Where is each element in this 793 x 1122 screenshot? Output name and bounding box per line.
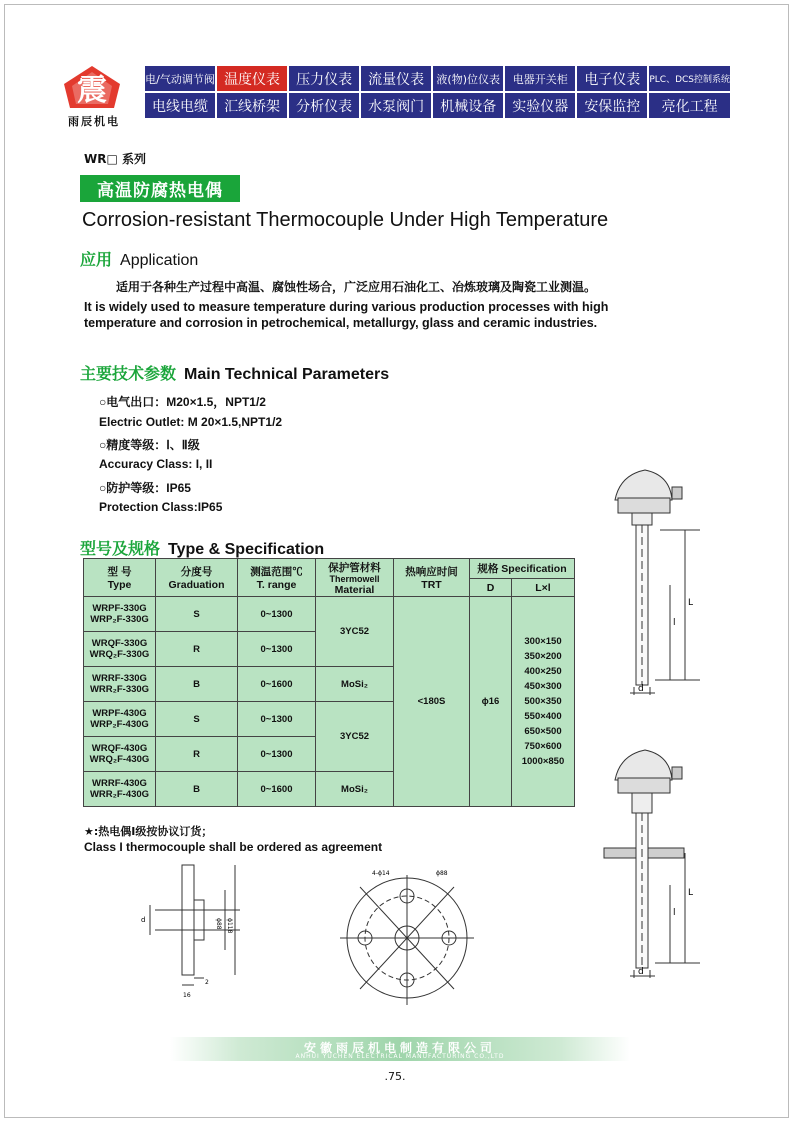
table-row-range: 0~1300 — [238, 737, 316, 772]
d-cell: ɸ16 — [470, 597, 512, 807]
application-heading — [80, 247, 198, 270]
nav-item-flow[interactable]: 流量仪表 — [361, 66, 431, 91]
svg-text:L: L — [688, 598, 694, 608]
lxl-value: 550×400 — [524, 711, 562, 722]
table-row-grad: S — [156, 702, 238, 737]
flange-front-drawing — [340, 865, 480, 1015]
application-heading-cn: 应用 — [80, 252, 113, 269]
application-text-en-2: temperature and corrosion in petrochemical, metallurgy, glass and ceramic industries. — [84, 316, 598, 330]
param-accuracy-en: Accuracy Class: I, II — [99, 457, 213, 471]
thermocouple-drawing-2 — [600, 745, 710, 985]
material-cell-b: MoSi₂ — [316, 667, 394, 702]
type-spec-heading — [80, 536, 324, 559]
trt-cell: <180S — [394, 597, 470, 807]
company-logo — [62, 64, 122, 110]
param-protection-en: Protection Class:IP65 — [99, 500, 223, 514]
flange-side-drawing — [135, 860, 255, 1000]
nav-item-machinery[interactable]: 机械设备 — [433, 93, 503, 118]
type-spec-heading-cn: 型号及规格 — [80, 541, 161, 558]
param-outlet-en: Electric Outlet: M 20×1.5,NPT1/2 — [99, 415, 283, 429]
param-outlet-cn: ○电气出口：M20×1.5，NPT1/2 — [99, 395, 266, 409]
table-row-grad: R — [156, 632, 238, 667]
note-en: Class I thermocouple shall be ordered as agreement — [84, 840, 383, 854]
table-row-type: WRPF-430G WRP₂F-430G — [84, 702, 156, 737]
header-type: 型 号 Type — [84, 559, 156, 597]
parameters-heading-cn: 主要技术参数 — [80, 366, 177, 383]
svg-text:d: d — [141, 916, 146, 924]
series-label: WR□ 系列 — [84, 152, 146, 166]
application-text-en-1: It is widely used to measure temperature during various production processes with high — [84, 300, 609, 314]
category-nav — [145, 66, 730, 118]
footer-company-en: ANHUI YUCHEN ELECTRICAL MANUFACTURING CO.,LTD — [295, 1053, 505, 1060]
title-en: Corrosion-resistant Thermocouple Under High Temperature — [82, 209, 609, 231]
svg-text:d: d — [638, 967, 644, 977]
svg-text:4-ɸ14: 4-ɸ14 — [372, 870, 390, 877]
nav-item-pumps[interactable]: 水泵阀门 — [361, 93, 431, 118]
header-range: 测温范围℃ T. range — [238, 559, 316, 597]
lxl-cell — [512, 597, 575, 807]
nav-item-switchgear[interactable]: 电器开关柜 — [505, 66, 575, 91]
nav-item-valves[interactable]: 电/气动调节阀 — [145, 66, 215, 91]
nav-item-plc-dcs[interactable]: PLC、DCS控制系统 — [649, 66, 730, 91]
table-row-grad: B — [156, 667, 238, 702]
title-cn: 高温防腐热电偶 — [80, 175, 240, 202]
header-d: D — [470, 579, 512, 597]
svg-text:l: l — [673, 618, 676, 628]
spec-table — [83, 558, 575, 807]
svg-text:16: 16 — [183, 992, 191, 999]
lxl-value: 350×200 — [524, 651, 562, 662]
table-row-type: WRPF-330G WRP₂F-330G — [84, 597, 156, 632]
param-accuracy-cn: ○精度等级：Ⅰ、Ⅱ级 — [99, 438, 200, 452]
nav-item-electronic[interactable]: 电子仪表 — [577, 66, 647, 91]
nav-item-cables[interactable]: 电线电缆 — [145, 93, 215, 118]
svg-text:ɸ118: ɸ118 — [226, 918, 233, 934]
table-row-range: 0~1300 — [238, 632, 316, 667]
header-lxl: L×l — [512, 579, 575, 597]
svg-text:d: d — [638, 684, 644, 694]
nav-item-temperature[interactable]: 温度仪表 — [217, 66, 287, 91]
parameters-heading — [80, 361, 389, 384]
table-row-type: WRQF-330G WRQ₂F-330G — [84, 632, 156, 667]
lxl-value: 400×250 — [524, 666, 562, 677]
nav-item-analysis[interactable]: 分析仪表 — [289, 93, 359, 118]
table-row-range: 0~1300 — [238, 702, 316, 737]
logo-text: 雨辰机电 — [68, 115, 120, 128]
thermocouple-drawing-1 — [600, 465, 710, 700]
material-cell-a: 3YC52 — [316, 597, 394, 667]
nav-item-level[interactable]: 液(物)位仪表 — [433, 66, 503, 91]
svg-text:L: L — [688, 888, 694, 898]
nav-item-pressure[interactable]: 压力仪表 — [289, 66, 359, 91]
svg-text:ɸ88: ɸ88 — [436, 870, 448, 877]
type-spec-heading-en: Type & Specification — [168, 541, 325, 558]
table-row-type: WRRF-430G WRR₂F-430G — [84, 772, 156, 807]
svg-text:ɸ88: ɸ88 — [215, 918, 222, 930]
material-cell-b: MoSi₂ — [316, 772, 394, 807]
nav-item-lighting[interactable]: 亮化工程 — [649, 93, 730, 118]
header-spec: 规格 Specification — [470, 559, 575, 579]
parameters-heading-en: Main Technical Parameters — [184, 366, 390, 383]
nav-item-trays[interactable]: 汇线桥架 — [217, 93, 287, 118]
page-number: .75. — [384, 1070, 406, 1083]
header-trt: 热响应时间 TRT — [394, 559, 470, 597]
table-row-grad: R — [156, 737, 238, 772]
table-row-type: WRQF-430G WRQ₂F-430G — [84, 737, 156, 772]
lxl-value: 1000×850 — [521, 756, 565, 767]
lxl-value: 500×350 — [524, 696, 562, 707]
table-row-range: 0~1300 — [238, 597, 316, 632]
table-row-range: 0~1600 — [238, 772, 316, 807]
header-graduation: 分度号 Graduation — [156, 559, 238, 597]
application-heading-en: Application — [120, 252, 199, 269]
logo-char: 震 — [77, 73, 107, 108]
table-row-type: WRRF-330G WRR₂F-330G — [84, 667, 156, 702]
svg-text:l: l — [673, 908, 676, 918]
table-row-grad: B — [156, 772, 238, 807]
svg-text:2: 2 — [205, 979, 209, 986]
note-cn: ★:热电偶Ⅰ级按协议订货； — [84, 825, 213, 838]
table-row-range: 0~1600 — [238, 667, 316, 702]
application-text-cn: 适用于各种生产过程中高温、腐蚀性场合，广泛应用石油化工、冶炼玻璃及陶瓷工业测温。 — [116, 280, 597, 294]
table-row-grad: S — [156, 597, 238, 632]
lxl-value: 750×600 — [524, 741, 562, 752]
nav-item-lab[interactable]: 实验仪器 — [505, 93, 575, 118]
param-protection-cn: ○防护等级：IP65 — [99, 481, 191, 495]
footer-company-cn: 安徽雨辰机电制造有限公司 — [303, 1041, 496, 1055]
nav-item-security[interactable]: 安保监控 — [577, 93, 647, 118]
lxl-value: 450×300 — [524, 681, 562, 692]
lxl-value: 300×150 — [524, 636, 562, 647]
header-material: 保护管材料 Thermowell Material — [316, 559, 394, 597]
material-cell-a: 3YC52 — [316, 702, 394, 772]
lxl-value: 650×500 — [524, 726, 562, 737]
